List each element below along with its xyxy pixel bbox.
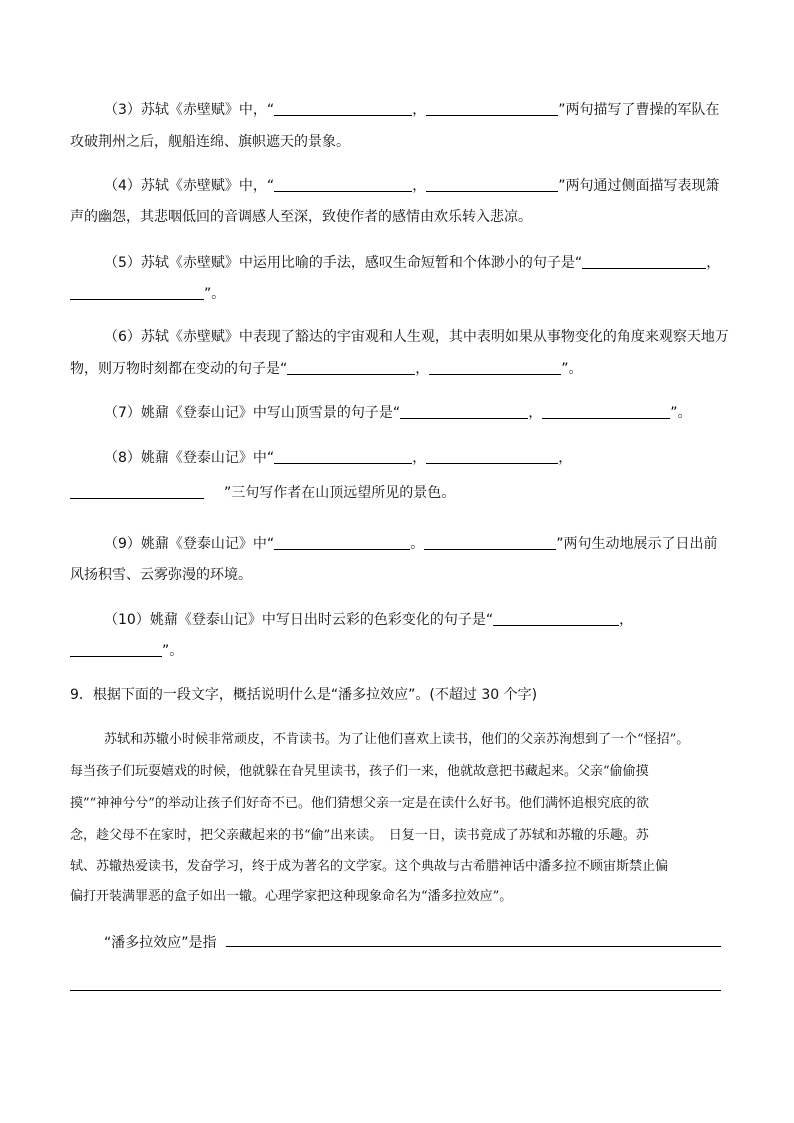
question-9-line-2: 风扬积雪、云雾弥漫的环境。 xyxy=(70,567,252,583)
punctuation: ， xyxy=(558,450,573,466)
punctuation: ”。 xyxy=(162,643,184,659)
passage-line: 轼、苏辙热爱读书，发奋学习，终于成为著名的文学家。这个典故与古希腊神话中潘多拉不顾宙斯禁止偏 xyxy=(70,859,669,874)
question-text: ”两句通过侧面描写表现箫 xyxy=(558,178,720,194)
answer-blank[interactable] xyxy=(274,535,410,550)
answer-blank[interactable] xyxy=(426,449,558,464)
answer-blank[interactable] xyxy=(70,642,162,657)
question-4-line-2: 声的幽怨，其悲咽低回的音调感人至深，致使作者的感情由欢乐转入悲凉。 xyxy=(70,209,532,225)
question-9-title: 9．根据下面的一段文字，概括说明什么是“潘多拉效应”。(不超过 30 个字) xyxy=(70,687,538,703)
question-number: （6） xyxy=(104,329,141,345)
punctuation: ， xyxy=(706,255,721,271)
question-5-line-1 xyxy=(104,254,720,272)
answer-blank[interactable] xyxy=(70,285,204,300)
question-8-line-2 xyxy=(70,484,455,502)
question-4-line-1 xyxy=(104,177,719,195)
question-number: （8） xyxy=(104,450,141,466)
question-10-line-2 xyxy=(70,642,183,660)
passage-line: 苏轼和苏辙小时候非常顽皮，不肯读书。为了让他们喜欢上读书，他们的父亲苏洵想到了一个“怪招”。 xyxy=(104,732,690,747)
passage-line: 每当孩子们玩耍嬉戏的时候，他就躲在旮旯里读书，孩子们一来，他就故意把书藏起来。父亲“偷偷摸 xyxy=(70,764,649,779)
question-text: 苏轼《赤壁赋》中，“ xyxy=(140,102,275,118)
question-6-line-2 xyxy=(70,360,583,378)
question-text: 姚鼐《登泰山记》中写山顶雪景的句子是“ xyxy=(140,405,401,421)
answer-line[interactable] xyxy=(70,990,721,991)
question-text: 苏轼《赤壁赋》中表现了豁达的宇宙观和人生观，其中表明如果从事物变化的角度来观察天地万 xyxy=(140,329,729,345)
punctuation: ， xyxy=(415,361,430,377)
punctuation: ， xyxy=(412,102,427,118)
question-number: （5） xyxy=(104,255,141,271)
answer-blank[interactable] xyxy=(274,101,412,116)
question-text: 姚鼐《登泰山记》中写日出时云彩的色彩变化的句子是“ xyxy=(149,612,494,628)
question-10-line-1 xyxy=(104,611,633,629)
punctuation: ”。 xyxy=(670,405,692,421)
question-text: 物，则万物时刻都在变动的句子是“ xyxy=(70,361,288,377)
punctuation: ， xyxy=(619,612,634,628)
answer-blank[interactable] xyxy=(542,404,670,419)
question-number: （7） xyxy=(104,405,141,421)
punctuation: 。 xyxy=(410,536,425,552)
answer-blank[interactable] xyxy=(274,177,412,192)
question-text: ”两句描写了曹操的军队在 xyxy=(558,102,720,118)
passage-line: 摸”“神神兮兮”的举动让孩子们好奇不已。他们猜想父亲一定是在读什么好书。他们满怀追根究底的欲 xyxy=(70,796,649,811)
answer-blank[interactable] xyxy=(274,449,412,464)
answer-prompt: “潘多拉效应”是指 xyxy=(104,935,217,951)
answer-blank[interactable] xyxy=(287,360,415,375)
punctuation: ， xyxy=(412,178,427,194)
question-text: 苏轼《赤壁赋》中运用比喻的手法，感叹生命短暂和个体渺小的句子是“ xyxy=(140,255,583,271)
question-8-line-1 xyxy=(104,449,572,467)
answer-blank[interactable] xyxy=(493,611,619,626)
answer-blank[interactable] xyxy=(424,535,556,550)
question-number: （4） xyxy=(104,178,141,194)
question-7-line-1 xyxy=(104,404,691,422)
question-text: ”两句生动地展示了日出前 xyxy=(556,536,718,552)
question-text: 苏轼《赤壁赋》中，“ xyxy=(140,178,275,194)
question-6-line-1 xyxy=(104,328,729,346)
answer-blank[interactable] xyxy=(70,484,204,499)
question-number: （10） xyxy=(104,612,150,628)
answer-line[interactable] xyxy=(226,946,721,947)
question-number: （9） xyxy=(104,536,141,552)
answer-blank[interactable] xyxy=(426,177,558,192)
question-text: ”三句写作者在山顶远望所见的景色。 xyxy=(224,485,456,501)
question-text: 姚鼐《登泰山记》中“ xyxy=(140,536,275,552)
answer-blank[interactable] xyxy=(582,254,706,269)
answer-blank[interactable] xyxy=(429,360,561,375)
question-3-line-2: 攻破荆州之后，舰船连绵、旗帜遮天的景象。 xyxy=(70,134,350,150)
question-3-line-1 xyxy=(104,101,719,119)
punctuation: ”。 xyxy=(561,361,583,377)
question-number: （3） xyxy=(104,102,141,118)
punctuation: ， xyxy=(528,405,543,421)
answer-blank[interactable] xyxy=(426,101,558,116)
question-5-line-2 xyxy=(70,285,225,303)
passage-line: 偏打开装满罪恶的盒子如出一辙。心理学家把这种现象命名为“潘多拉效应”。 xyxy=(70,889,513,904)
punctuation: ”。 xyxy=(204,286,226,302)
question-text: 姚鼐《登泰山记》中“ xyxy=(140,450,275,466)
answer-blank[interactable] xyxy=(400,404,528,419)
punctuation: ， xyxy=(412,450,427,466)
question-9-line-1 xyxy=(104,535,717,553)
passage-line: 念，趁父母不在家时，把父亲藏起来的书“偷”出来读。 日复一日，读书竟成了苏轼和苏辙的乐趣。苏 xyxy=(70,828,649,843)
